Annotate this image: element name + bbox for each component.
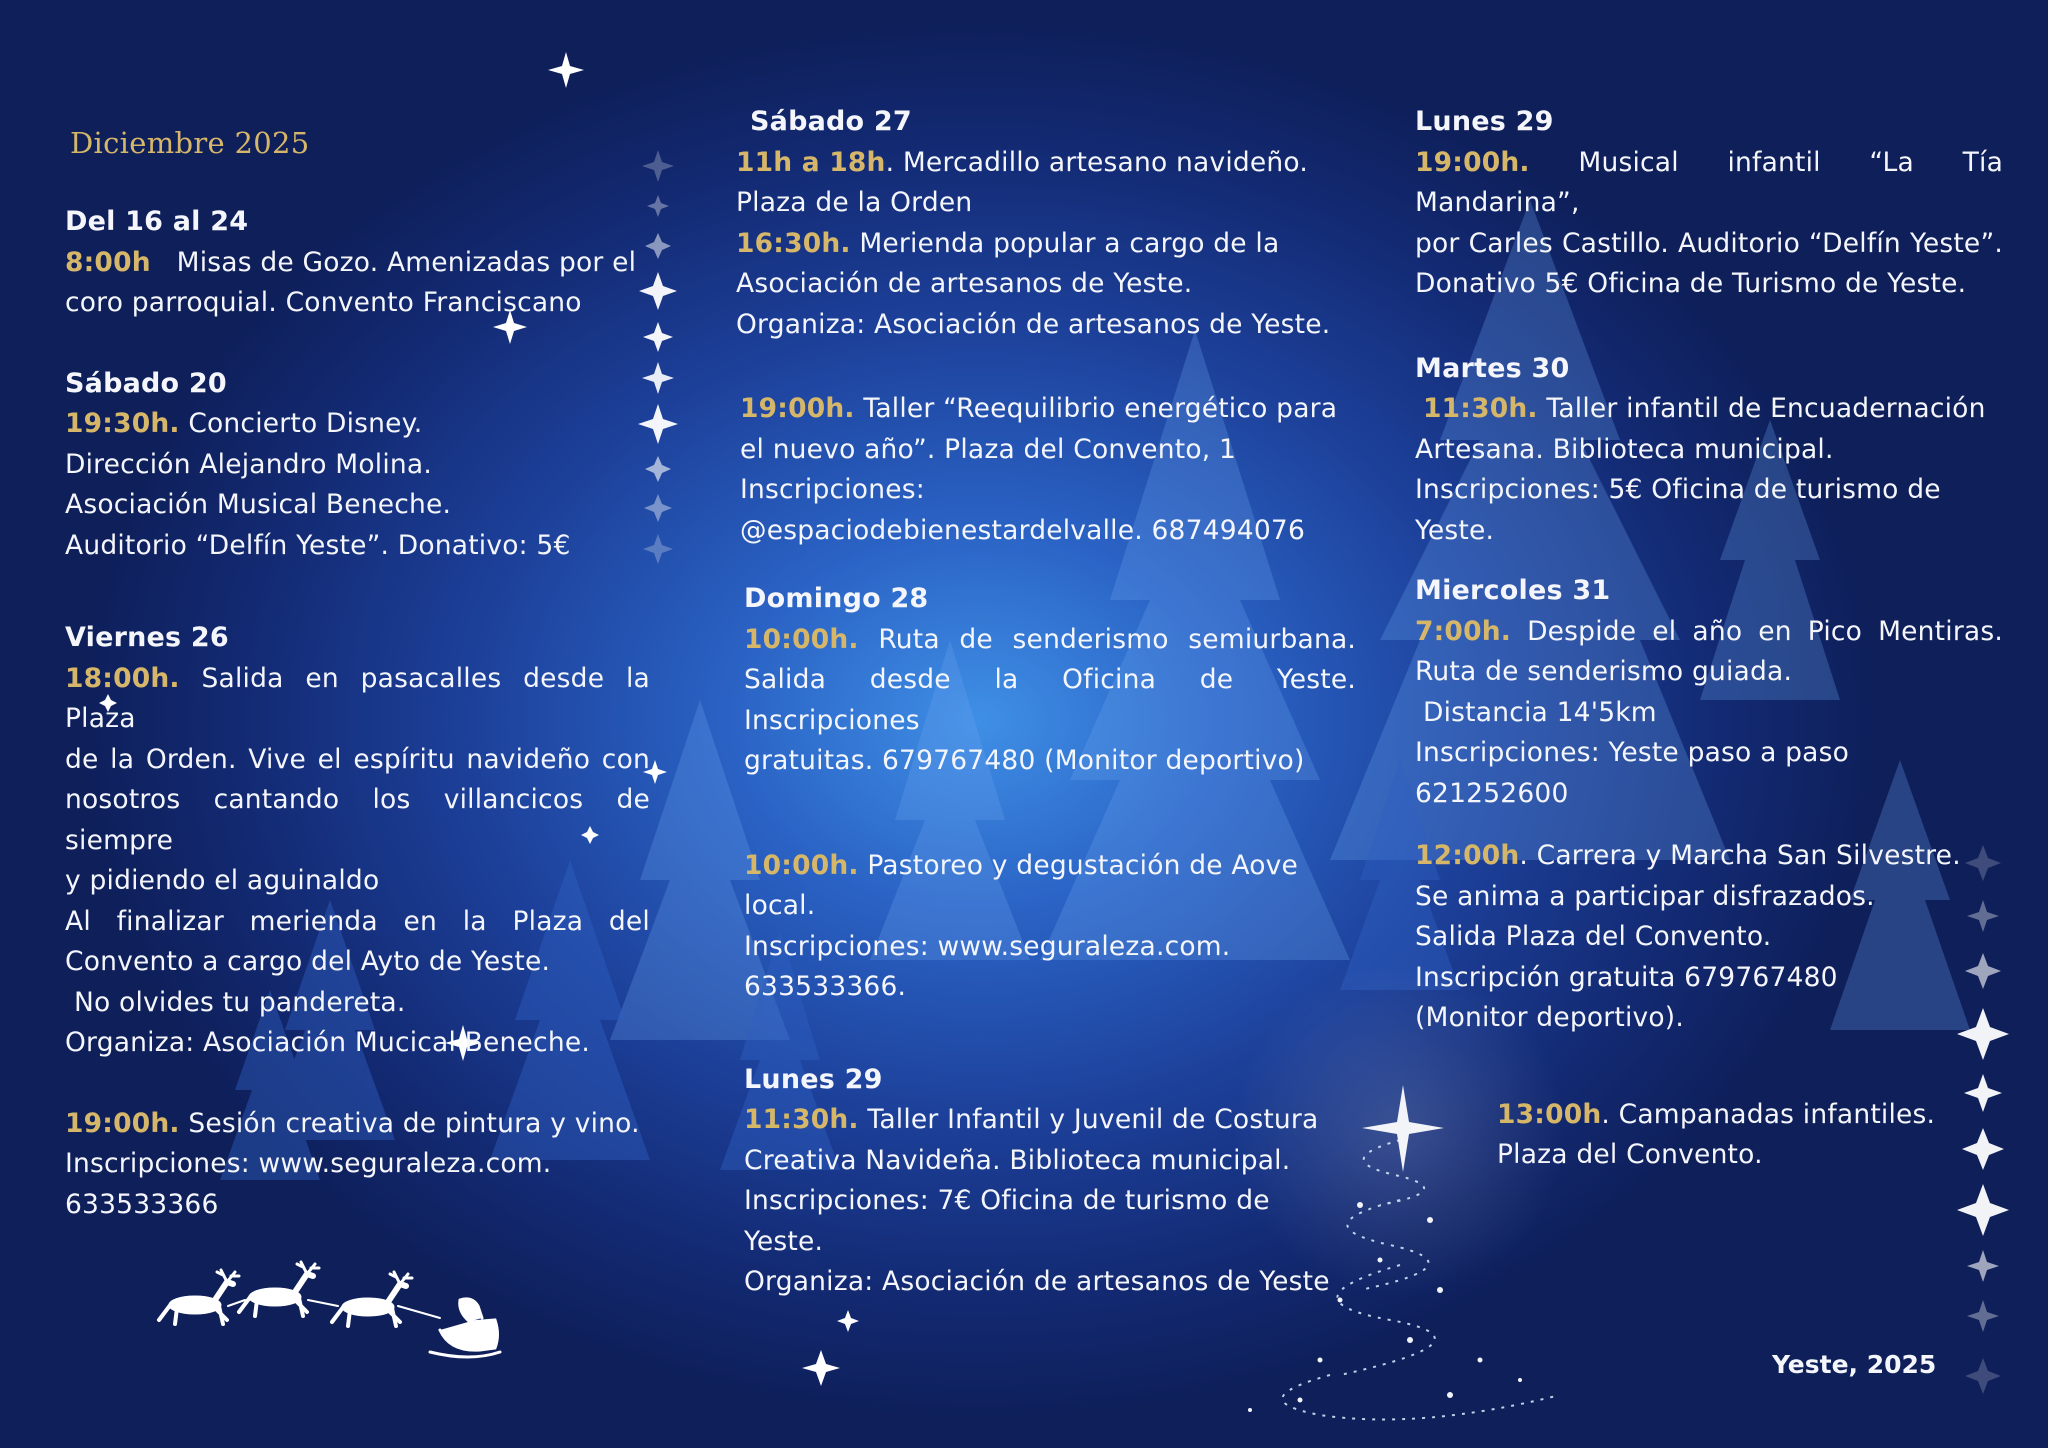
- event-text: Asociación de artesanos de Yeste.: [736, 268, 1193, 299]
- event-time: 12:00h: [1415, 840, 1520, 871]
- event-text: coro parroquial. Convento Franciscano: [65, 287, 582, 318]
- event-time: 19:00h.: [1415, 146, 1530, 178]
- event-time: 13:00h: [1497, 1098, 1602, 1130]
- event-day: Lunes 29: [1415, 106, 1554, 137]
- event-text: 11:30h. Taller infantil de Encuadernación: [1423, 393, 1986, 424]
- event-day: Viernes 26: [65, 622, 229, 653]
- event-time: 11:30h.: [744, 1104, 859, 1135]
- footer-place-year: Yeste, 2025: [1772, 1350, 1937, 1379]
- event-text: Yeste.: [744, 1225, 824, 1257]
- event-time: 8:00h: [65, 246, 151, 278]
- event-text: 621252600: [1415, 777, 1569, 809]
- event-text: Salida desde la Oficina de Yeste. Inscripciones: [744, 664, 1356, 736]
- event-text: Al finalizar merienda en la Plaza del: [65, 905, 650, 937]
- event-time: 18:00h.: [65, 662, 180, 694]
- event-text: No olvides tu pandereta.: [74, 986, 406, 1018]
- event-text: (Monitor deportivo).: [1415, 1002, 1684, 1033]
- event-text: Auditorio “Delfín Yeste”. Donativo: 5€: [65, 529, 571, 561]
- event-text: 18:00h. Salida en pasacalles desde la Plaza: [65, 662, 650, 734]
- event-text: Organiza: Asociación de artesanos de Yeste.: [736, 308, 1331, 340]
- event-text: de la Orden. Vive el espíritu navideño con: [65, 743, 650, 775]
- event-text: Inscripciones: 5€ Oficina de turismo de: [1415, 474, 1941, 505]
- event-text: 633533366.: [744, 971, 907, 1002]
- event-text: por Carles Castillo. Auditorio “Delfín Yeste”.: [1415, 227, 2003, 259]
- event-text: Plaza de la Orden: [736, 187, 973, 218]
- event-text: Inscripción gratuita 679767480: [1415, 961, 1838, 993]
- event-time: 7:00h.: [1415, 615, 1512, 647]
- event-day: Miercoles 31: [1415, 575, 1611, 606]
- event-day: Sábado 27: [750, 106, 912, 137]
- event-text: 11h a 18h. Mercadillo artesano navideño.: [736, 146, 1308, 178]
- event-text: 7:00h. Despide el año en Pico Mentiras.: [1415, 615, 2003, 647]
- event-time: 11h a 18h: [736, 146, 886, 178]
- event-text: @espaciodebienestardelvalle. 687494076: [740, 514, 1306, 546]
- event-text: 11:30h. Taller Infantil y Juvenil de Costura: [744, 1104, 1319, 1135]
- event-text: Organiza: Asociación Mucical Beneche.: [65, 1027, 590, 1058]
- event-text: Distancia 14'5km: [1423, 696, 1657, 728]
- event-text: 19:00h. Musical infantil “La Tía Mandarina”,: [1415, 146, 2004, 218]
- event-text: Inscripciones: Yeste paso a paso: [1415, 737, 1850, 768]
- event-time: 16:30h.: [736, 227, 851, 259]
- event-text: Convento a cargo del Ayto de Yeste.: [65, 946, 551, 977]
- event-day: Lunes 29: [744, 1063, 883, 1095]
- column-1: [65, 202, 650, 1225]
- event-text: Se anima a participar disfrazados.: [1415, 880, 1875, 912]
- event-time: 11:30h.: [1423, 393, 1538, 424]
- event-text: Ruta de senderismo guiada.: [1415, 656, 1793, 687]
- event-text: y pidiendo el aguinaldo: [65, 865, 380, 896]
- event-text: Inscripciones: www.seguraleza.com.: [744, 930, 1231, 962]
- event-time: 19:00h.: [740, 393, 855, 424]
- event-text: Asociación Musical Beneche.: [65, 489, 452, 520]
- event-text: Plaza del Convento.: [1497, 1139, 1763, 1170]
- event-day: Martes 30: [1415, 352, 1570, 384]
- event-day: Domingo 28: [744, 583, 929, 614]
- event-text: Yeste.: [1415, 514, 1495, 546]
- event-text: Dirección Alejandro Molina.: [65, 448, 432, 480]
- event-time: 19:00h.: [65, 1107, 180, 1139]
- event-text: gratuitas. 679767480 (Monitor deportivo): [744, 745, 1305, 776]
- month-heading: Diciembre 2025: [70, 126, 310, 160]
- event-text: 10:00h. Ruta de senderismo semiurbana.: [744, 623, 1357, 655]
- event-text: el nuevo año”. Plaza del Convento, 1: [740, 433, 1237, 465]
- event-text: 10:00h. Pastoreo y degustación de Aove local.: [744, 849, 1299, 921]
- event-time: 10:00h.: [744, 849, 859, 881]
- event-text: Inscripciones: www.seguraleza.com.: [65, 1148, 552, 1179]
- event-time: 10:00h.: [744, 623, 859, 655]
- event-day: Sábado 20: [65, 367, 227, 399]
- event-text: Donativo 5€ Oficina de Turismo de Yeste.: [1415, 268, 1967, 299]
- event-text: 633533366: [65, 1188, 219, 1220]
- event-text: Inscripciones: 7€ Oficina de turismo de: [744, 1185, 1270, 1216]
- event-text: 12:00h. Carrera y Marcha San Silvestre.: [1415, 840, 1961, 871]
- column-3: [1415, 102, 2003, 1176]
- event-day: Del 16 al 24: [65, 206, 249, 237]
- event-text: Creativa Navideña. Biblioteca municipal.: [744, 1144, 1291, 1176]
- event-text: 19:00h. Taller “Reequilibrio energético para: [740, 393, 1338, 424]
- reindeer-sleigh: [159, 1262, 500, 1357]
- event-text: 16:30h. Merienda popular a cargo de la: [736, 227, 1280, 259]
- event-text: nosotros cantando los villancicos de siempre: [65, 784, 650, 856]
- event-text: Salida Plaza del Convento.: [1415, 921, 1772, 952]
- event-text: Artesana. Biblioteca municipal.: [1415, 433, 1834, 465]
- event-text: 19:30h. Concierto Disney.: [65, 408, 423, 439]
- event-time: 19:30h.: [65, 408, 180, 439]
- event-text: 19:00h. Sesión creativa de pintura y vino.: [65, 1107, 640, 1139]
- event-text: 13:00h. Campanadas infantiles.: [1497, 1098, 1936, 1130]
- event-text: Inscripciones:: [740, 474, 925, 505]
- column-2: [736, 102, 1356, 1303]
- event-text: Organiza: Asociación de artesanos de Yeste: [744, 1266, 1330, 1297]
- event-text: 8:00h Misas de Gozo. Amenizadas por el: [65, 246, 637, 278]
